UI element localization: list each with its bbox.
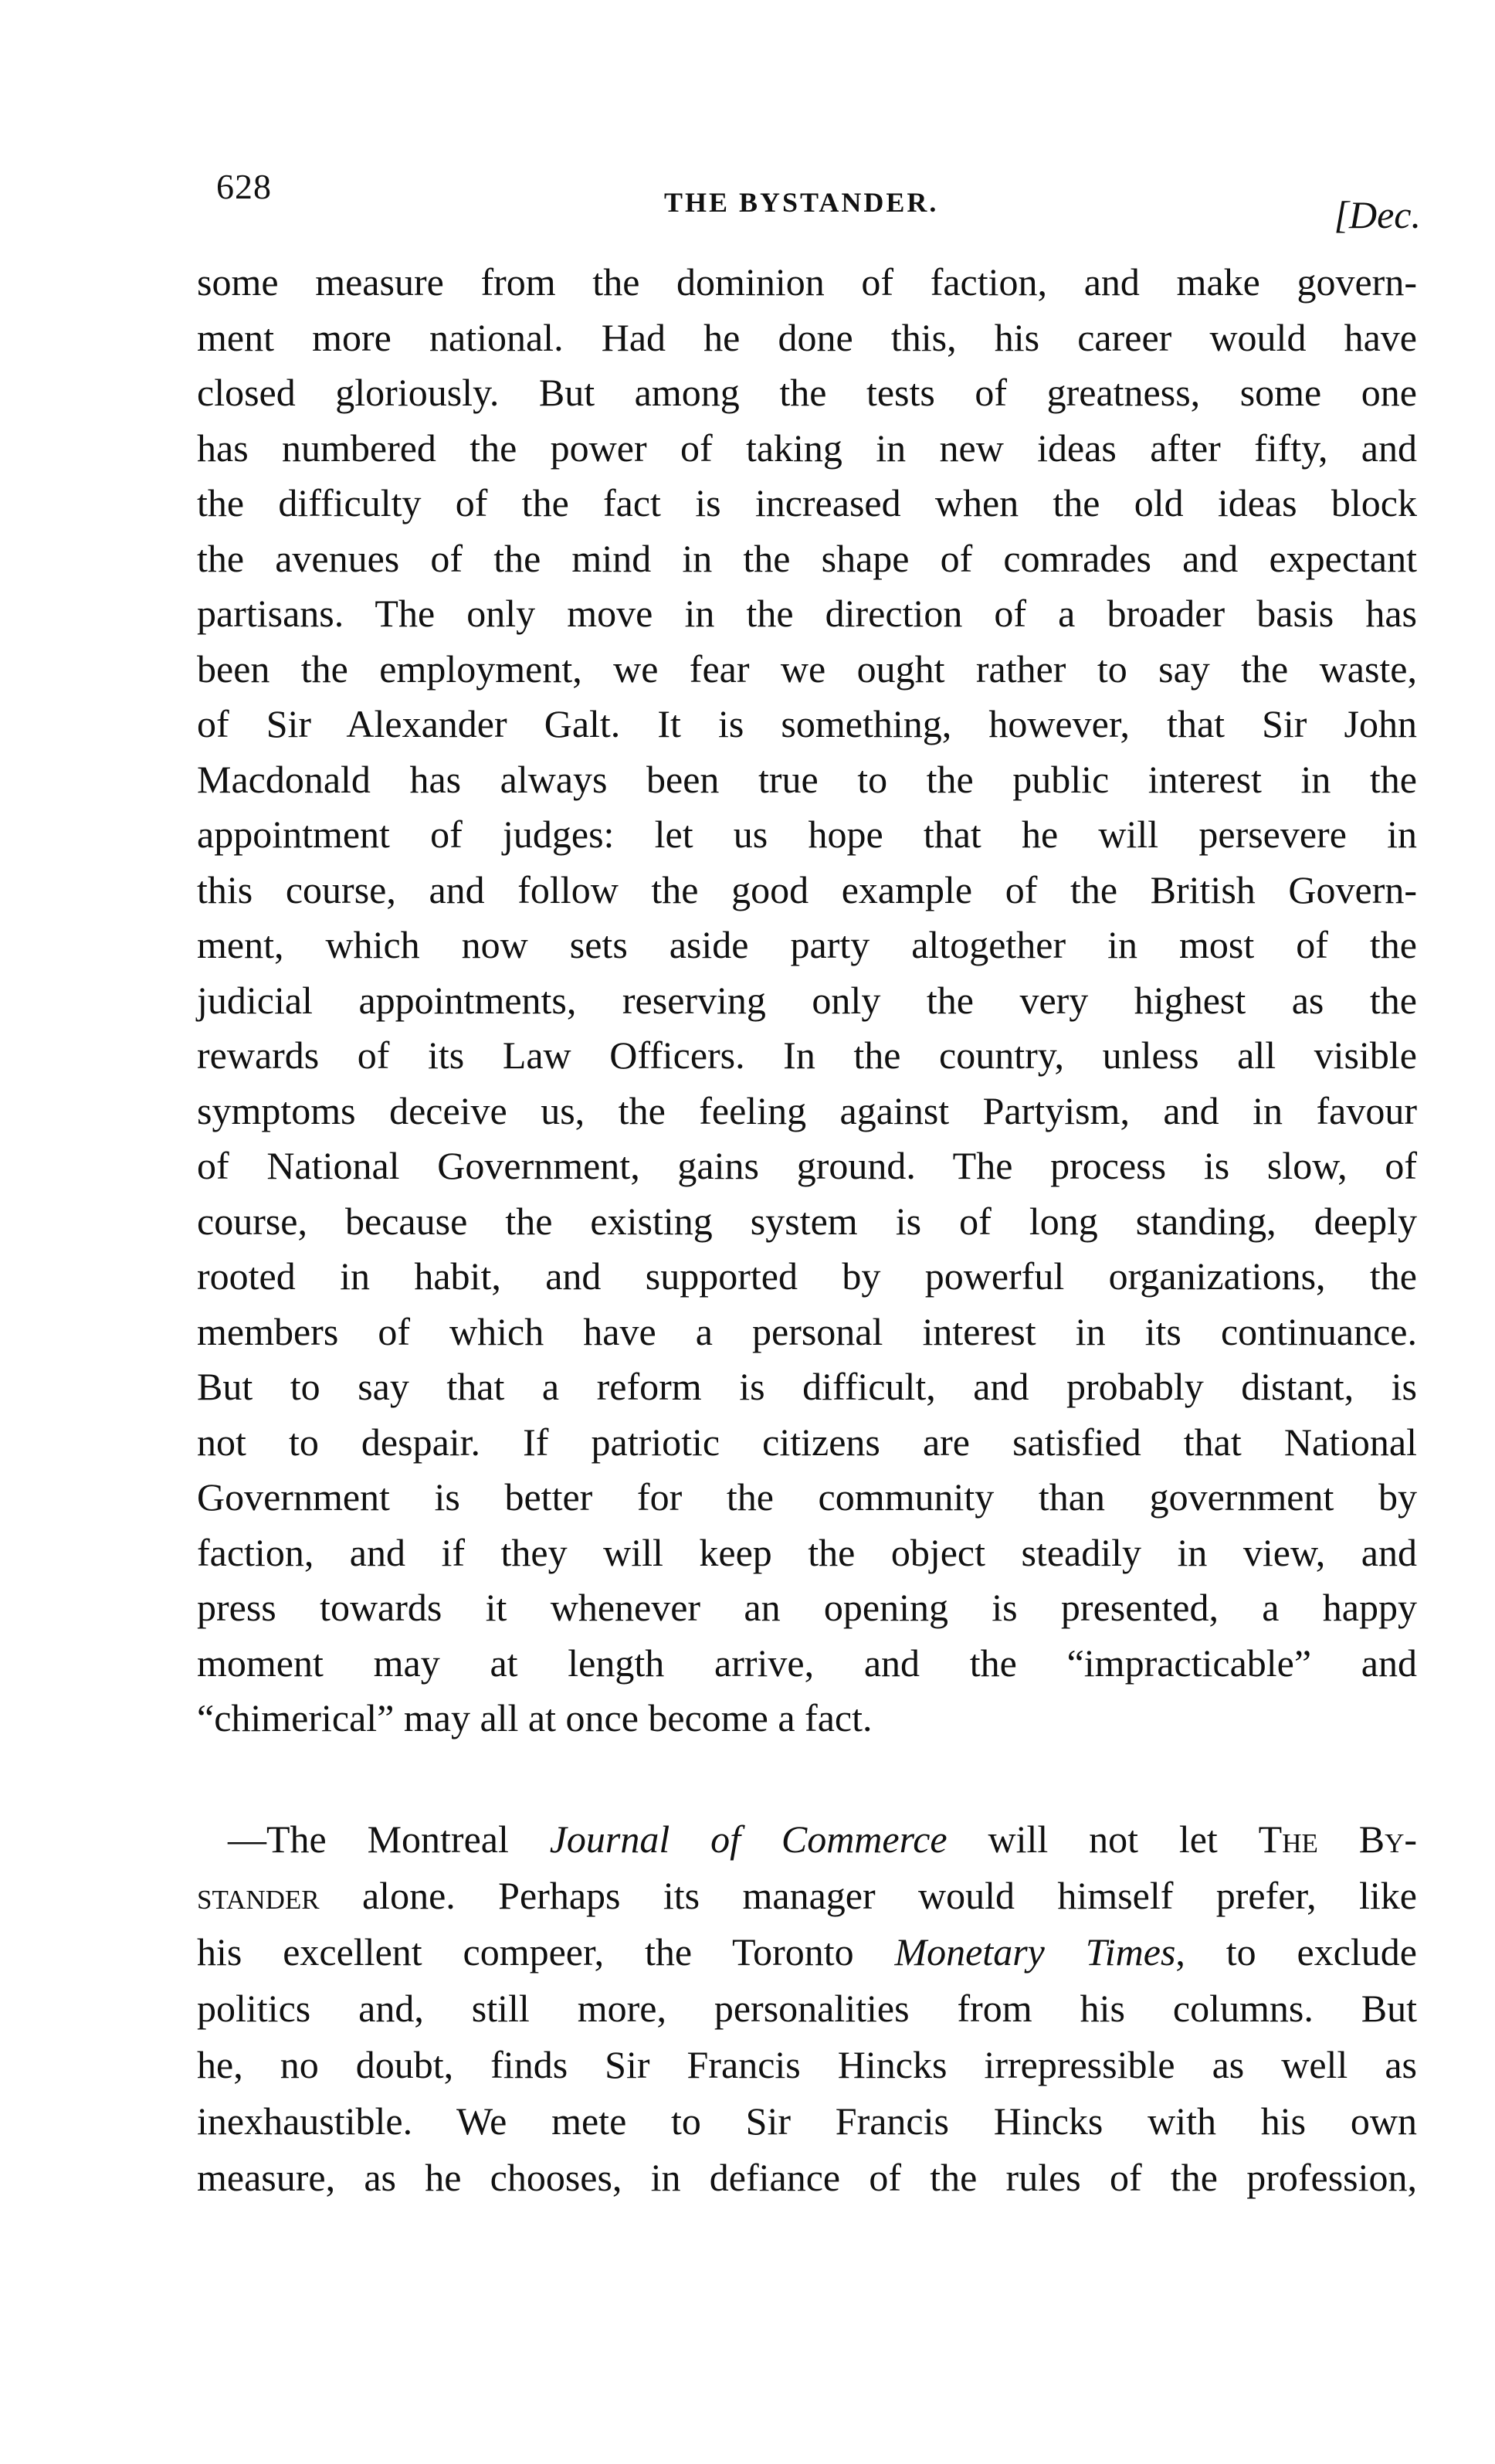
publication-title: Monetary Times <box>894 1930 1176 1974</box>
text-line <box>197 1811 1417 1868</box>
text-line: rooted in habit, and supported by powerful organizations, the <box>197 1254 1417 1298</box>
text-line: moment may at length arrive, and the “impracticable” and <box>197 1641 1417 1685</box>
text-line <box>197 1868 1417 1924</box>
text-line: course, because the existing system is of long standing, deeply <box>197 1199 1417 1243</box>
text-line: of Sir Alexander Galt. It is something, however, that Sir John <box>197 702 1417 745</box>
text-line: inexhaustible. We mete to Sir Francis Hincks with his own <box>197 2099 1417 2143</box>
text-line: ment more national. Had he done this, his career would have <box>197 315 1417 359</box>
text-line: press towards it whenever an opening is presented, a happy <box>197 1586 1417 1629</box>
text-line: he, no doubt, finds Sir Francis Hincks irrepressible as well as <box>197 2043 1417 2086</box>
text-line: symptoms deceive us, the feeling against Partyism, and in favour <box>197 1088 1417 1132</box>
text-line: the avenues of the mind in the shape of comrades and expectant <box>197 536 1417 580</box>
text-line: ment, which now sets aside party altogether in most of the <box>197 923 1417 966</box>
running-month: [Dec. <box>1334 193 1421 236</box>
running-title: THE BYSTANDER. <box>664 187 939 218</box>
text-line: been the employment, we fear we ought rather to say the waste, <box>197 647 1417 691</box>
text-run: his excellent compeer, the Toronto <box>197 1930 895 1974</box>
text-line: politics and, still more, personalities from his columns. But <box>197 1987 1417 2030</box>
text-run: alone. Perhaps its manager would himself prefer, like <box>319 1874 1417 1917</box>
text-line: this course, and follow the good example of the British Govern- <box>197 867 1417 911</box>
text-line: some measure from the dominion of faction, and make govern- <box>197 260 1417 304</box>
page-number: 628 <box>216 167 272 206</box>
text-line: of National Government, gains ground. The process is slow, of <box>197 1144 1417 1187</box>
text-run: —The Montreal <box>228 1817 550 1861</box>
text-line: measure, as he chooses, in defiance of the rules of the profession, <box>197 2156 1417 2199</box>
text-run: will not let <box>947 1817 1259 1861</box>
text-line: the difficulty of the fact is increased when the old ideas block <box>197 481 1417 524</box>
text-line: Macdonald has always been true to the public interest in the <box>197 757 1417 801</box>
paragraph-journal-of-commerce <box>197 1811 1417 2206</box>
text-line: faction, and if they will keep the object steadily in view, and <box>197 1530 1417 1574</box>
text-line: closed gloriously. But among the tests of greatness, some one <box>197 371 1417 414</box>
text-line: appointment of judges: let us hope that he will persevere in <box>197 813 1417 856</box>
paragraph-national-government <box>197 255 1417 1746</box>
text-line: Government is better for the community than government by <box>197 1475 1417 1519</box>
publication-name-small-caps: The By- <box>1258 1817 1417 1861</box>
text-run: , to exclude <box>1175 1930 1417 1974</box>
text-line: “chimerical” may all at once become a fact. <box>197 1696 873 1739</box>
text-line: partisans. The only move in the direction of a broader basis has <box>197 592 1417 635</box>
publication-title: Journal of Commerce <box>549 1817 948 1861</box>
running-header <box>216 158 1421 251</box>
text-line: members of which have a personal interest in its continuance. <box>197 1309 1417 1353</box>
text-line: But to say that a reform is difficult, and probably distant, is <box>197 1365 1417 1408</box>
text-line: has numbered the power of taking in new ideas after fifty, and <box>197 426 1417 470</box>
publication-name-small-caps: stander <box>197 1874 320 1917</box>
text-line: rewards of its Law Officers. In the country, unless all visible <box>197 1033 1417 1077</box>
text-line: judicial appointments, reserving only the very highest as the <box>197 978 1417 1022</box>
text-line <box>197 1924 1417 1980</box>
text-line: not to despair. If patriotic citizens are satisfied that National <box>197 1420 1417 1464</box>
